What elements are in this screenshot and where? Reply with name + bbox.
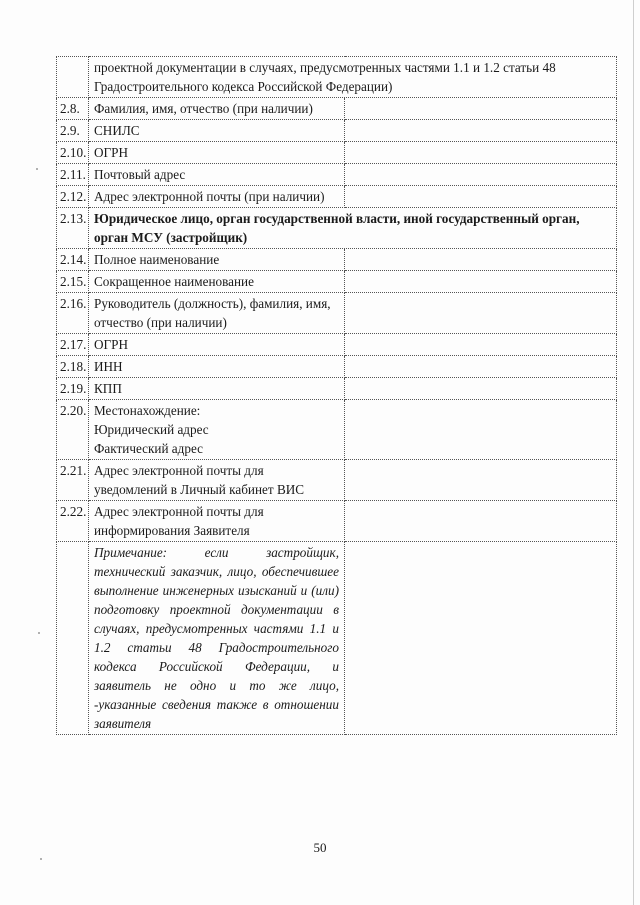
value-cell[interactable] (345, 271, 617, 293)
table-row (57, 186, 617, 208)
table-row (57, 98, 617, 120)
row-number: 2.10. (57, 142, 89, 164)
row-label: ОГРН (89, 334, 345, 356)
row-number: 2.18. (57, 356, 89, 378)
location-heading: Местонахождение: (94, 403, 201, 418)
row-number: 2.22. (57, 501, 89, 542)
scan-speck (36, 168, 38, 170)
row-label: СНИЛС (89, 120, 345, 142)
table-row (57, 400, 617, 460)
row-label: Руководитель (должность), фамилия, имя, отчество (при наличии) (89, 293, 345, 334)
page-number: 50 (313, 840, 327, 855)
table-row (57, 293, 617, 334)
value-cell[interactable] (345, 460, 617, 501)
value-cell[interactable] (345, 356, 617, 378)
row-number-empty (57, 57, 89, 98)
table-row (57, 164, 617, 186)
row-number-empty (57, 542, 89, 735)
table-row (57, 57, 617, 98)
value-cell[interactable] (345, 164, 617, 186)
row-number: 2.15. (57, 271, 89, 293)
value-cell[interactable] (345, 186, 617, 208)
row-label: Сокращенное наименование (89, 271, 345, 293)
value-cell[interactable] (345, 293, 617, 334)
row-number: 2.11. (57, 164, 89, 186)
table-row (57, 271, 617, 293)
row-number: 2.21. (57, 460, 89, 501)
legal-address-label: Юридический адрес (94, 422, 209, 437)
table-row (57, 208, 617, 249)
value-cell[interactable] (345, 120, 617, 142)
value-cell[interactable] (345, 378, 617, 400)
scan-speck (40, 858, 42, 860)
section-heading: Юридическое лицо, орган государственной власти, иной государственный орган, орган МСУ (застройщик) (89, 208, 617, 249)
form-table (56, 56, 617, 735)
actual-address-label: Фактический адрес (94, 441, 204, 456)
row-number: 2.17. (57, 334, 89, 356)
value-cell[interactable] (345, 400, 617, 460)
row-label: Фамилия, имя, отчество (при наличии) (89, 98, 345, 120)
table-row (57, 142, 617, 164)
row-label: Адрес электронной почты для информирования Заявителя (89, 501, 345, 542)
value-cell[interactable] (345, 501, 617, 542)
row-label: Почтовый адрес (89, 164, 345, 186)
row-number: 2.9. (57, 120, 89, 142)
table-row (57, 378, 617, 400)
value-cell[interactable] (345, 142, 617, 164)
row-number: 2.13. (57, 208, 89, 249)
scan-speck (38, 632, 40, 634)
row-number: 2.14. (57, 249, 89, 271)
row-number: 2.20. (57, 400, 89, 460)
table-row (57, 501, 617, 542)
row-number: 2.8. (57, 98, 89, 120)
table-row (57, 356, 617, 378)
row-label: ОГРН (89, 142, 345, 164)
continued-text: проектной документации в случаях, предусмотренных частями 1.1 и 1.2 статьи 48 Градостроительного кодекса Российской Федерации) (89, 57, 617, 98)
table-row (57, 120, 617, 142)
row-number: 2.12. (57, 186, 89, 208)
note-text: Примечание: если застройщик, технический заказчик, лицо, обеспечившее выполнение инженерных изысканий и (или) подготовку проектной документации в случаях, предусмотренных частями 1.1 и 1.2 статьи 48 Градостроительного кодекса Российской Федерации, и заявитель не одно и то же лицо, -указанные сведения также в отношении заявителя (89, 542, 345, 735)
scan-edge-line (633, 0, 634, 905)
value-cell[interactable] (345, 249, 617, 271)
table-row (57, 334, 617, 356)
table-row (57, 249, 617, 271)
table-row (57, 542, 617, 735)
row-label: ИНН (89, 356, 345, 378)
row-label (89, 400, 345, 460)
row-label: Адрес электронной почты для уведомлений в Личный кабинет ВИС (89, 460, 345, 501)
row-label: КПП (89, 378, 345, 400)
value-cell[interactable] (345, 98, 617, 120)
row-label: Полное наименование (89, 249, 345, 271)
value-cell[interactable] (345, 334, 617, 356)
table-row (57, 460, 617, 501)
row-number: 2.16. (57, 293, 89, 334)
row-number: 2.19. (57, 378, 89, 400)
value-cell[interactable] (345, 542, 617, 735)
row-label: Адрес электронной почты (при наличии) (89, 186, 345, 208)
